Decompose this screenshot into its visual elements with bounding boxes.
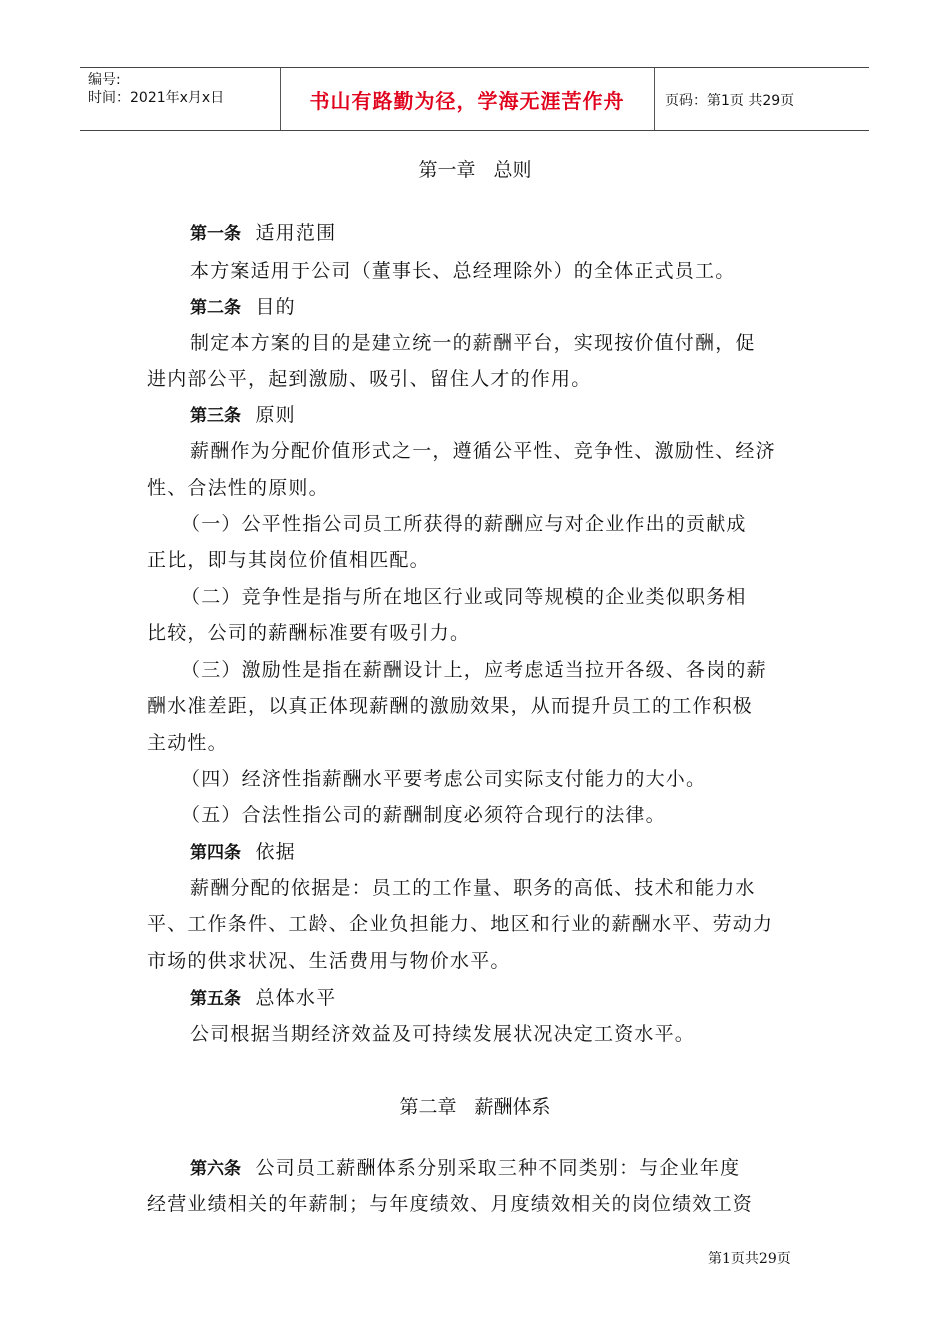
- body-line: 薪酬作为分配价值形式之一，遵循公平性、竞争性、激励性、经济: [190, 440, 776, 462]
- article-label: 第三条: [190, 406, 241, 426]
- chapter-number: 第一章: [418, 159, 476, 181]
- article-label: 第四条: [190, 843, 241, 863]
- body-line: 市场的供求状况、生活费用与物价水平。: [147, 950, 511, 972]
- article-label: 第一条: [190, 224, 241, 244]
- body-line: 平、工作条件、工龄、企业负担能力、地区和行业的薪酬水平、劳动力: [147, 913, 774, 935]
- body-line: 公司根据当期经济效益及可持续发展状况决定工资水平。: [190, 1023, 696, 1045]
- body-line: 比较，公司的薪酬标准要有吸引力。: [147, 622, 471, 644]
- header-motto: 书山有路勤为径，学海无涯苦作舟: [309, 88, 625, 113]
- header-meta: [80, 68, 280, 130]
- article-heading: [190, 1153, 740, 1180]
- body-line: （五）合法性指公司的薪酬制度必须符合现行的法律。: [181, 804, 666, 826]
- body-line: 进内部公平，起到激励、吸引、留住人才的作用。: [147, 368, 592, 390]
- chapter-title: 总则: [493, 159, 532, 181]
- body-line: （四）经济性指薪酬水平要考虑公司实际支付能力的大小。: [181, 768, 707, 790]
- article-label: 第二条: [190, 298, 241, 318]
- article-heading: [190, 983, 336, 1010]
- article-heading: [190, 837, 296, 864]
- article-label: 第六条: [190, 1159, 241, 1179]
- article-heading: [190, 218, 336, 245]
- body-line: 本方案适用于公司（董事长、总经理除外）的全体正式员工。: [190, 260, 736, 282]
- chapter-number: 第二章: [399, 1096, 457, 1118]
- page-header: [80, 67, 869, 131]
- time-label: 时间：2021年x月x日: [88, 90, 225, 106]
- article-title: 目的: [255, 296, 296, 318]
- chapter-heading: [0, 1092, 950, 1119]
- header-page-label: 页码：第1页 共29页: [665, 93, 795, 109]
- chapter-heading: [0, 155, 950, 182]
- article-heading: [190, 292, 296, 319]
- body-line: 制定本方案的目的是建立统一的薪酬平台，实现按价值付酬，促: [190, 332, 756, 354]
- chapter-title: 薪酬体系: [474, 1096, 551, 1118]
- body-line: 薪酬分配的依据是：员工的工作量、职务的高低、技术和能力水: [190, 877, 756, 899]
- article-label: 第五条: [190, 989, 241, 1009]
- body-line: 正比，即与其岗位价值相匹配。: [147, 549, 430, 571]
- body-line: 酬水准差距，以真正体现薪酬的激励效果，从而提升员工的工作积极: [147, 695, 754, 717]
- article-heading: [190, 400, 296, 427]
- code-label: 编号:: [88, 72, 121, 88]
- body-line: （二）竞争性是指与所在地区行业或同等规模的企业类似职务相: [181, 586, 747, 608]
- article-text: 公司员工薪酬体系分别采取三种不同类别：与企业年度: [255, 1157, 741, 1179]
- body-line: （一）公平性指公司员工所获得的薪酬应与对企业作出的贡献成: [181, 513, 747, 535]
- article-title: 总体水平: [255, 987, 337, 1009]
- header-divider: [654, 68, 655, 130]
- article-title: 原则: [255, 404, 296, 426]
- body-line: 经营业绩相关的年薪制；与年度绩效、月度绩效相关的岗位绩效工资: [147, 1193, 754, 1215]
- body-line: 性、合法性的原则。: [147, 477, 329, 499]
- body-line: 主动性。: [147, 732, 228, 754]
- body-line: （三）激励性是指在薪酬设计上，应考虑适当拉开各级、各岗的薪: [181, 659, 767, 681]
- page-footer: 第1页共29页: [708, 1251, 791, 1267]
- article-title: 适用范围: [255, 222, 337, 244]
- article-title: 依据: [255, 841, 296, 863]
